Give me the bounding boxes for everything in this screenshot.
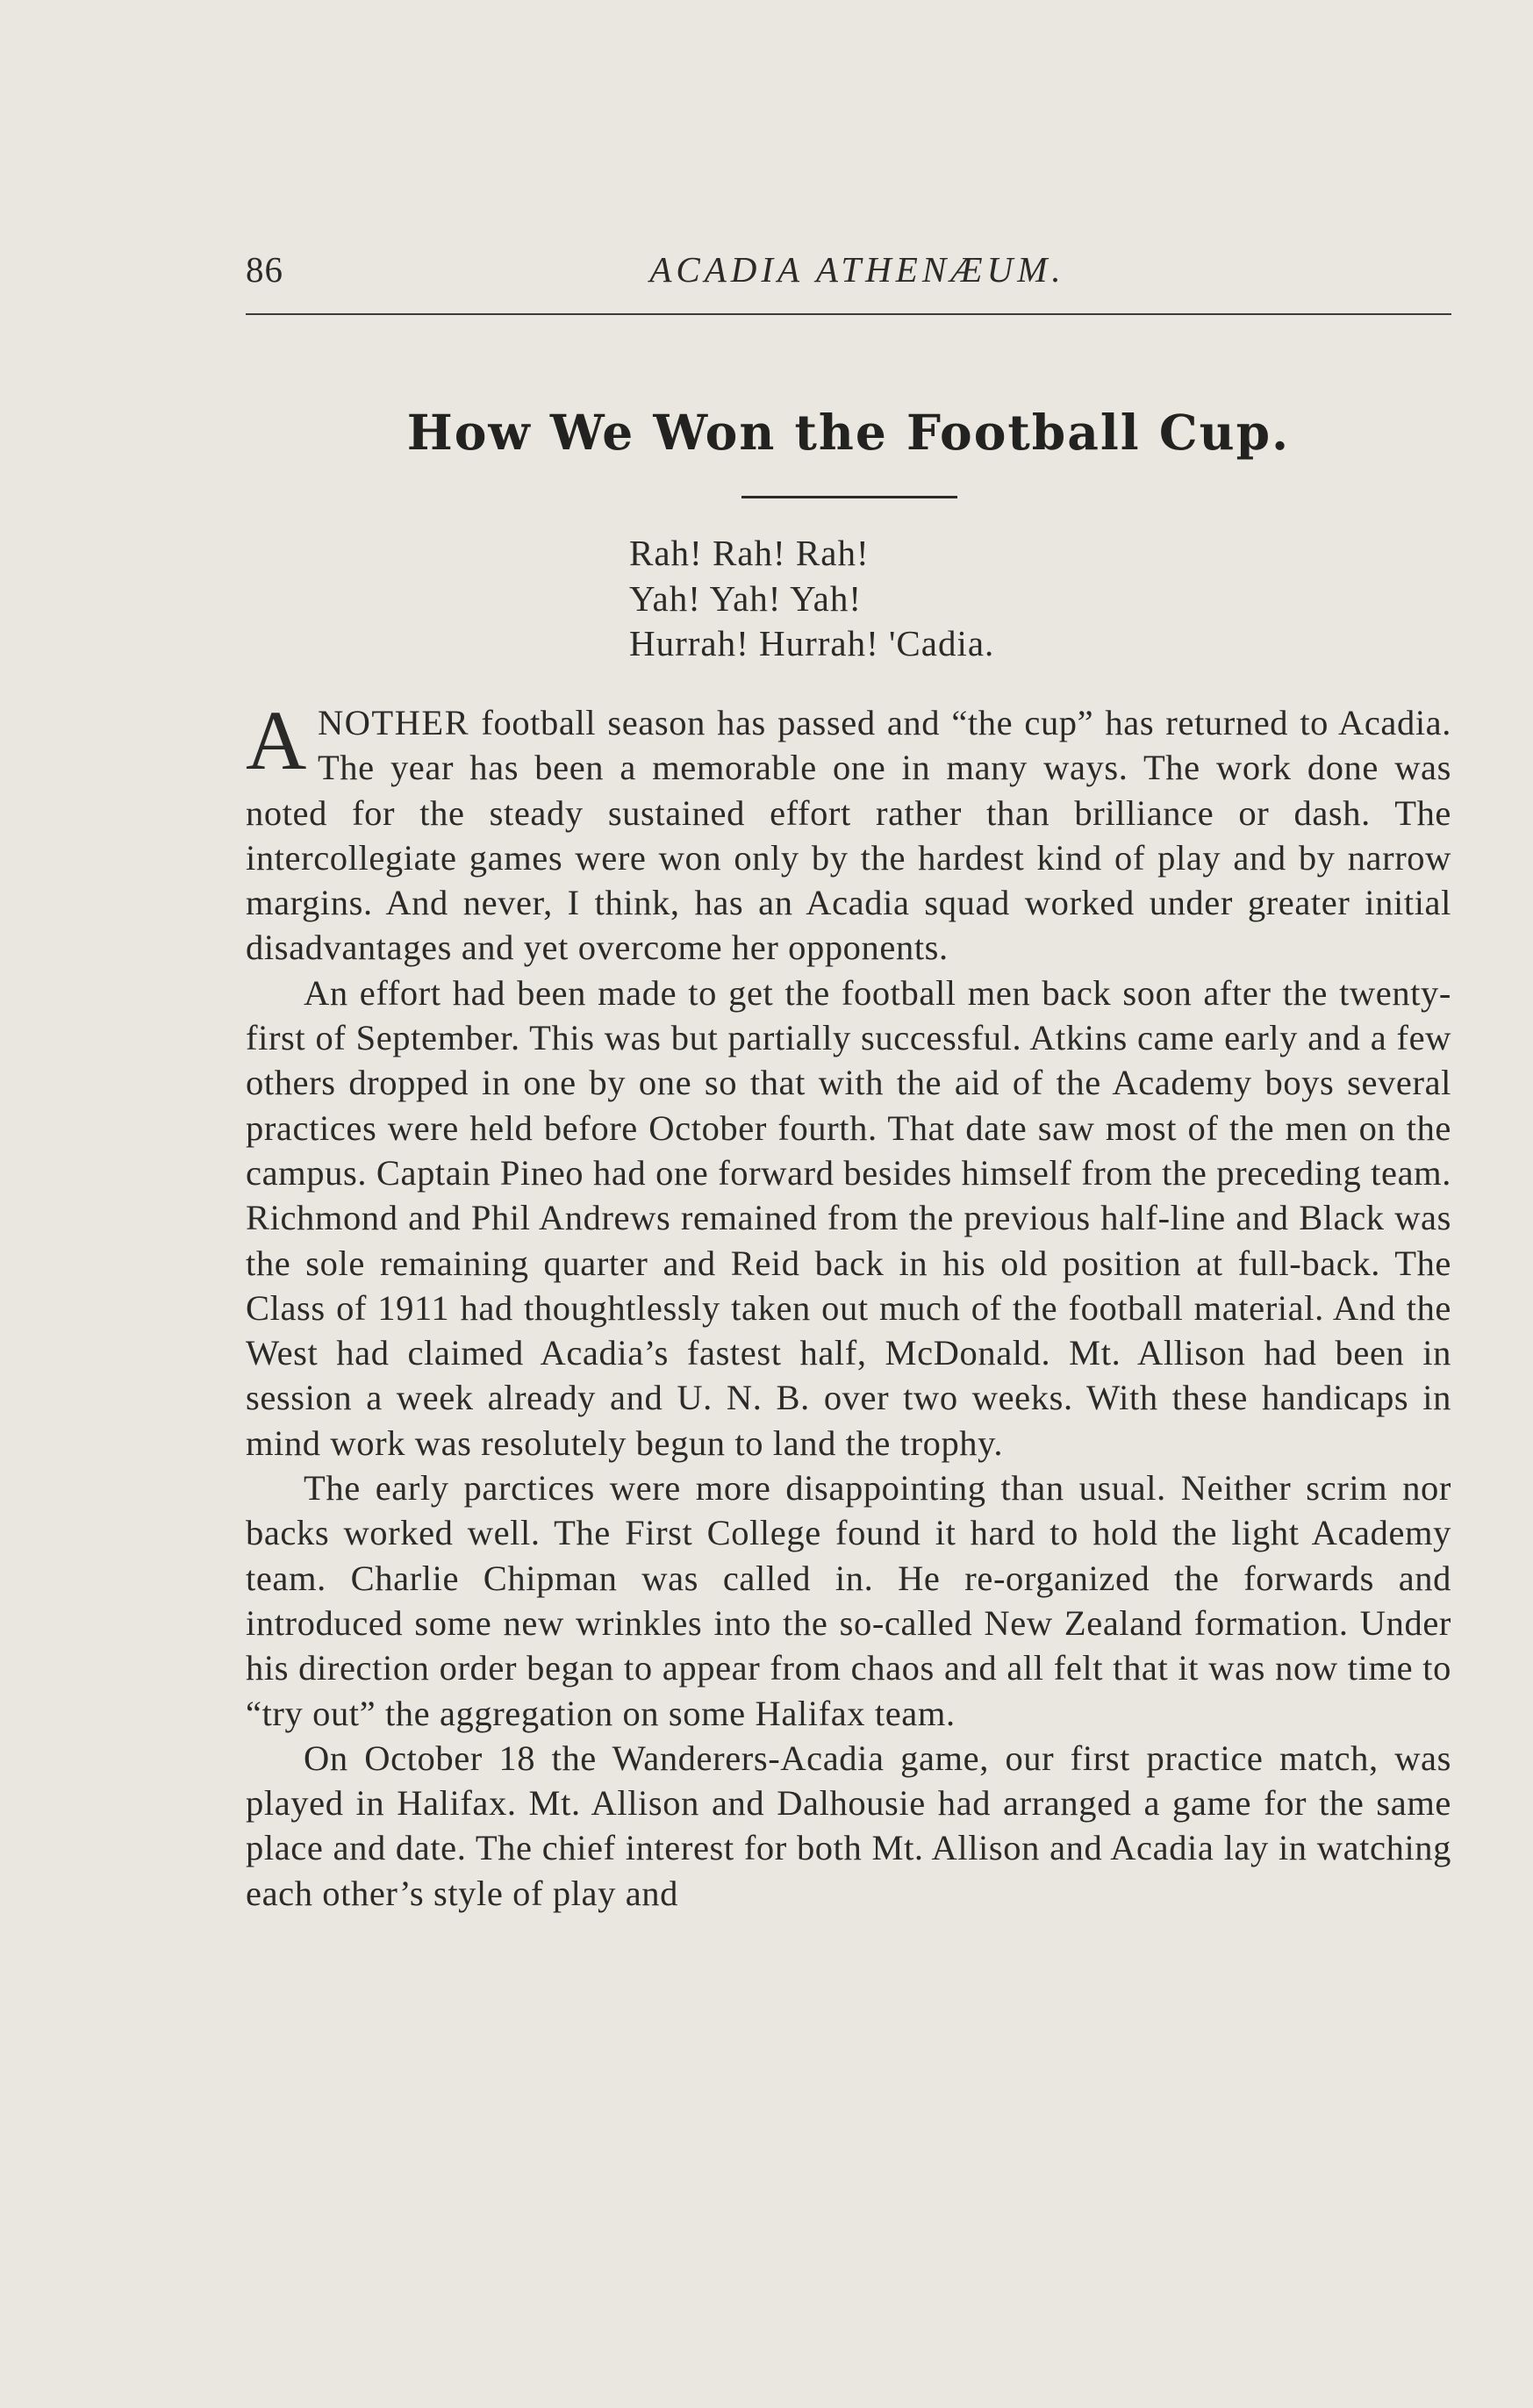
page-header bbox=[246, 247, 1451, 291]
cheer-verse bbox=[629, 531, 994, 667]
cheer-line: Rah! Rah! Rah! bbox=[629, 533, 870, 573]
page-number: 86 bbox=[246, 249, 283, 290]
article-body bbox=[246, 693, 1451, 1916]
paragraph: On October 18 the Wanderers-Acadia game, our first practice match, was played in Halifax. Mt. Allison and Dalhousie had arranged a game for the same place and date. The chief interest for both Mt. Allison and Acadia lay in watching each other’s style of play and bbox=[246, 1738, 1451, 1913]
cheer-line: Yah! Yah! Yah! bbox=[629, 577, 863, 619]
paragraph bbox=[246, 693, 1451, 971]
cheer-line: Hurrah! Hurrah! 'Cadia. bbox=[629, 623, 995, 663]
article-title: How We Won the Football Cup. bbox=[406, 404, 1291, 461]
running-title: ACADIA ATHENÆUM. bbox=[649, 249, 1065, 290]
drop-cap: A bbox=[246, 693, 307, 787]
first-word: NOTHER bbox=[317, 703, 470, 742]
paragraph-text: football season has passed and “the cup” has returned to Acadia. The year has been a memorable one in many ways. The work done was noted for the steady sustained effort rather than brilliance or dash. The intercollegiate games were won only by the hardest kind of play and by narrow margins. And never, I think, has an Acadia squad worked under greater initial disadvantages and yet overcome her opponents. bbox=[246, 703, 1451, 968]
title-rule bbox=[741, 496, 957, 498]
paragraph: An effort had been made to get the football men back soon after the twenty-first of September. This was but partially successful. Atkins came early and a few others dropped in one by one so that with the aid of the Academy boys several practices were held before October fourth. That date saw most of the men on the campus. Captain Pineo had one forward besides himself from the preceding team. Richmond and Phil Andrews remained from the previous half-line and Black was the sole remaining quarter and Reid back in his old position at full-back. The Class of 1911 had thoughtlessly taken out much of the football material. And the West had claimed Acadia’s fastest half, McDonald. Mt. Allison had been in session a week already and U. N. B. over two weeks. With these handicaps in mind work was resolutely begun to land the trophy. bbox=[246, 972, 1451, 1463]
header-rule bbox=[246, 313, 1451, 315]
paragraph: The early parctices were more disappointing than usual. Neither scrim nor backs worked well. The First College found it hard to hold the light Academy team. Charlie Chipman was called in. He re-organized the forwards and introduced some new wrinkles into the so-called New Zealand formation. Under his direction order began to appear from chaos and all felt that it was now time to “try out” the aggregation on some Halifax team. bbox=[246, 1468, 1451, 1733]
